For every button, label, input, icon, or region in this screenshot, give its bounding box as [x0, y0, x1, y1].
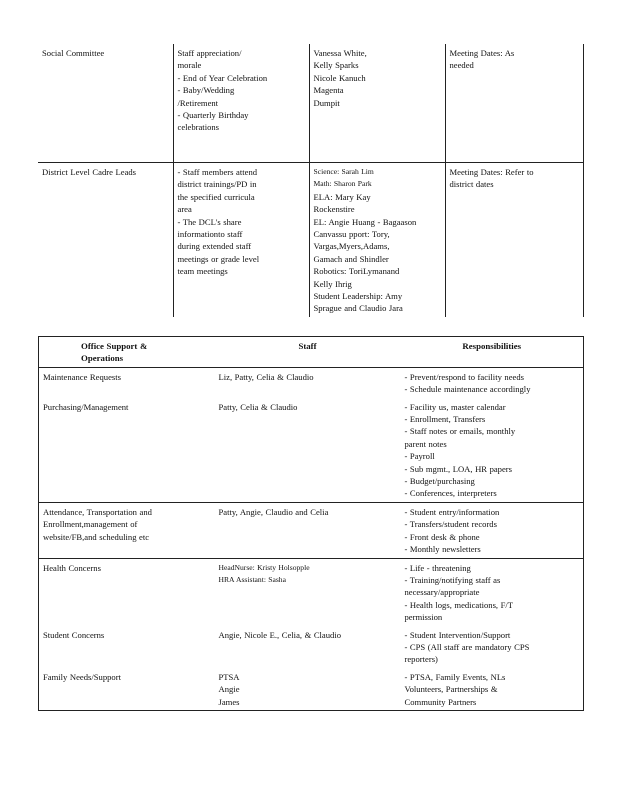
staff-cell: Patty, Angie, Claudio and Celia: [215, 502, 401, 558]
area-cell: Health Concerns: [43, 562, 101, 573]
staff-cell: HeadNurse: Kristy Holsopple HRA Assistant: Sasha: [218, 562, 310, 584]
staff-cell: Angie, Nicole E., Celia, & Claudio: [218, 629, 342, 640]
committee-table: [38, 44, 584, 317]
area-cell: Student Concerns: [43, 629, 105, 640]
area-cell: Family Needs/Support: [43, 671, 121, 682]
notes-cell: Meeting Dates: As needed: [445, 44, 583, 163]
operations-table: [38, 336, 584, 711]
duties-cell: Staff appreciation/ morale - End of Year Celebration - Baby/Wedding /Retirement - Quarterly Birthday celebrations: [173, 44, 309, 163]
area-cell: Attendance, Transportation and Enrollment,management of website/FB,and scheduling etc: [39, 502, 215, 558]
members-cell: Science: Sarah Lim Math: Sharon Park ELA: Mary Kay Rockenstire EL: Angie Huang - Bagaason Canvassu pport: Tory, Vargas,Myers,Adams, Gamach and Shindler Robotics: ToriLymanand Kelly Ihrig Student Leadership: Amy Sprague and Claudio Jara: [309, 163, 445, 317]
table-row: [39, 367, 584, 397]
staff-cell: Patty, Celia & Claudio: [215, 398, 401, 503]
table-row: [39, 502, 584, 558]
table-row: [39, 626, 584, 668]
table-row: [39, 398, 584, 503]
duties-cell: - Staff members attend district trainings/PD in the specified curricula area - The DCL's share informationto staff during extended staff meetings or grade level team meetings: [173, 163, 309, 317]
area-cell: District Level Cadre Leads: [38, 163, 173, 317]
responsibilities-cell: - Life - threatening - Training/notifying staff as necessary/appropriate - Health logs, medications, F/T permission: [404, 562, 514, 623]
column-header-office: Office Support & Operations: [39, 337, 215, 368]
responsibilities-cell: - PTSA, Family Events, NLs Volunteers, Partnerships & Community Partners: [404, 671, 506, 707]
members-cell: Vanessa White, Kelly Sparks Nicole Kanuch Magenta Dumpit: [309, 44, 445, 163]
responsibilities-cell: - Student entry/information - Transfers/student records - Front desk & phone - Monthly newsletters: [401, 502, 584, 558]
staff-cell: PTSA Angie James: [218, 671, 240, 707]
table-row: [39, 558, 584, 626]
responsibilities-cell: - Prevent/respond to facility needs - Schedule maintenance accordingly: [404, 371, 531, 395]
area-cell: Purchasing/Management: [39, 398, 215, 503]
notes-cell: Meeting Dates: Refer to district dates: [445, 163, 583, 317]
area-cell: Social Committee: [42, 48, 105, 58]
table-row: [38, 163, 583, 317]
table-row: [39, 668, 584, 711]
responsibilities-cell: - Facility us, master calendar - Enrollment, Transfers - Staff notes or emails, monthly parent notes - Payroll - Sub mgmt., LOA, HR papers - Budget/purchasing - Conferences, interpreters: [401, 398, 584, 503]
column-header-responsibilities: Responsibilities: [401, 337, 584, 368]
area-cell: Maintenance Requests: [43, 371, 121, 382]
staff-cell: Liz, Patty, Celia & Claudio: [218, 371, 314, 382]
responsibilities-cell: - Student Intervention/Support - CPS (All staff are mandatory CPS reporters): [404, 629, 530, 665]
table-header-row: [39, 337, 584, 368]
column-header-staff: Staff: [215, 337, 401, 368]
table-row: [38, 44, 583, 163]
